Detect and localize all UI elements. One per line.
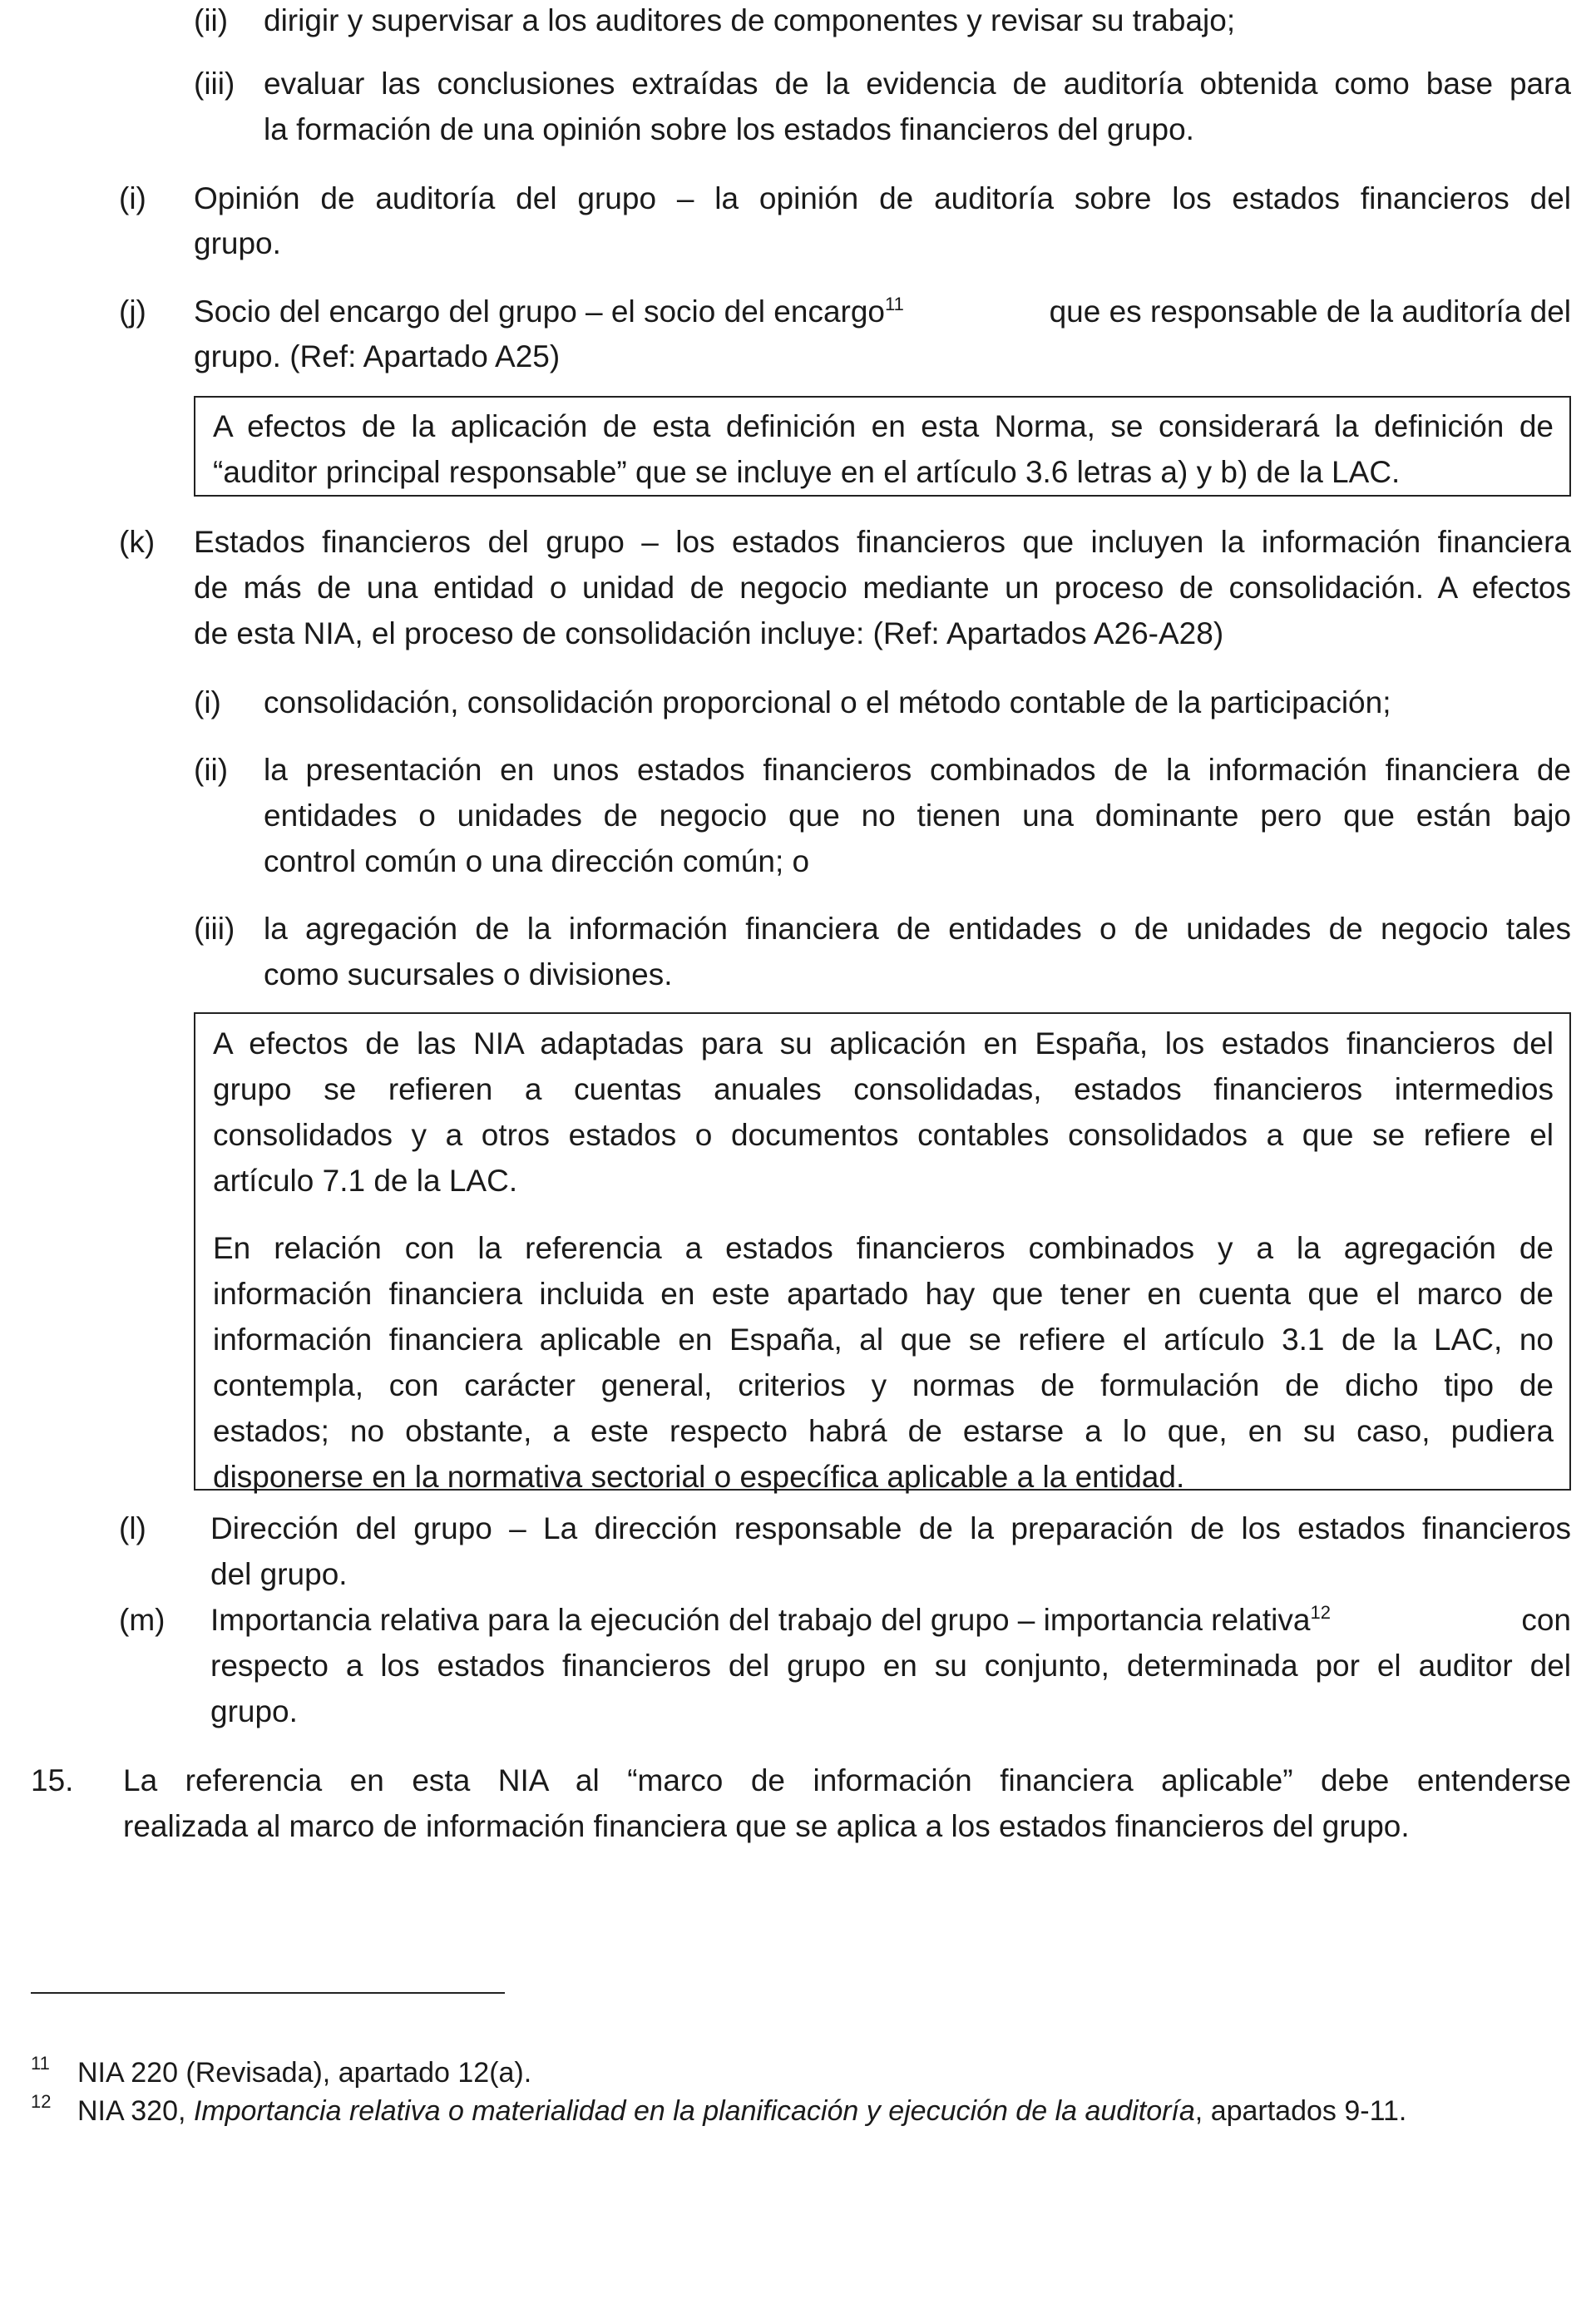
sub-item-text: control común o una dirección común; o [264, 844, 810, 878]
item-text-part: que es responsable de la auditoría del [1049, 294, 1571, 329]
note-box-text: información financiera incluida en este apartado hay que tener en cuenta que el marco de [213, 1277, 1554, 1311]
sub-item-label: (ii) [194, 3, 229, 37]
sub-item-label: (i) [194, 685, 221, 719]
item-text: Opinión de auditoría del grupo – la opinión de auditoría sobre los estados financieros del [194, 181, 1571, 215]
item-text: de más de una entidad o unidad de negocio mediante un proceso de consolidación. A efectos [194, 571, 1571, 605]
item-text [210, 1599, 1571, 1643]
footnote-title: Importancia relativa o materialidad en la planificación y ejecución de la auditoría [193, 2095, 1195, 2127]
item-text-segment: Socio del encargo del grupo – el socio del encargo [194, 294, 886, 329]
sub-item-text: la presentación en unos estados financieros combinados de la información financiera de [264, 753, 1571, 787]
item-label: (k) [119, 525, 156, 559]
footnote-number: 12 [31, 2091, 52, 2112]
note-box-text: disponerse en la normativa sectorial o específica aplicable a la entidad. [213, 1460, 1185, 1494]
sub-item-text: evaluar las conclusiones extraídas de la evidencia de auditoría obtenida como base para [264, 67, 1571, 101]
item-text: del grupo. [210, 1557, 348, 1591]
sub-item-label: (iii) [194, 912, 235, 946]
sub-item-text: la formación de una opinión sobre los estados financieros del grupo. [264, 112, 1194, 146]
sub-item-label: (iii) [194, 67, 235, 101]
item-text: grupo. (Ref: Apartado A25) [194, 339, 561, 373]
note-box-text: consolidados y a otros estados o documentos contables consolidados a que se refiere el [213, 1118, 1554, 1152]
item-text: respecto a los estados financieros del grupo en su conjunto, determinada por el auditor del [210, 1649, 1571, 1683]
item-text: Estados financieros del grupo – los estados financieros que incluyen la información financiera [194, 525, 1571, 559]
item-text: grupo. [194, 226, 281, 260]
sub-item-label: (ii) [194, 753, 229, 787]
item-text: Dirección del grupo – La dirección responsable de la preparación de los estados financieros [210, 1511, 1571, 1545]
footnote-text-segment: NIA 320, [77, 2095, 194, 2127]
sub-item-text: como sucursales o divisiones. [264, 957, 673, 991]
item-text-part: con [1521, 1603, 1571, 1637]
footnote-reference[interactable]: 12 [1310, 1602, 1331, 1623]
paragraph-text: La referencia en esta NIA al “marco de información financiera aplicable” debe entenderse [123, 1763, 1571, 1797]
item-label: (i) [119, 181, 146, 215]
item-label: (j) [119, 294, 146, 329]
note-box-text: información financiera aplicable en España, al que se refiere el artículo 3.1 de la LAC, no [213, 1323, 1554, 1357]
sub-item-text: entidades o unidades de negocio que no tienen una dominante pero que están bajo [264, 799, 1571, 833]
footnote-number: 11 [31, 2053, 50, 2074]
footnote-reference[interactable]: 11 [885, 294, 904, 314]
footnote-text [77, 2093, 1406, 2131]
note-box-text: grupo se refieren a cuentas anuales consolidadas, estados financieros intermedios [213, 1072, 1554, 1106]
footnote-text-segment: , apartados 9-11. [1194, 2095, 1407, 2127]
sub-item-text: dirigir y supervisar a los auditores de componentes y revisar su trabajo; [264, 3, 1236, 37]
note-box-text: “auditor principal responsable” que se incluye en el artículo 3.6 letras a) y b) de la LAC. [213, 455, 1401, 489]
item-text [194, 291, 1571, 334]
footnote-separator [31, 1992, 505, 1994]
item-text: grupo. [210, 1694, 298, 1728]
item-text-segment: Importancia relativa para la ejecución del trabajo del grupo – importancia relativa [210, 1603, 1311, 1637]
note-box-text: A efectos de la aplicación de esta definición en esta Norma, se considerará la definición de [213, 409, 1554, 443]
note-box-text: estados; no obstante, a este respecto habrá de estarse a lo que, en su caso, pudiera [213, 1414, 1554, 1448]
sub-item-text: la agregación de la información financiera de entidades o de unidades de negocio tales [264, 912, 1571, 946]
paragraph-text: realizada al marco de información financiera que se aplica a los estados financieros del grupo. [123, 1809, 1410, 1843]
item-text: de esta NIA, el proceso de consolidación incluye: (Ref: Apartados A26-A28) [194, 616, 1224, 650]
note-box-text: En relación con la referencia a estados financieros combinados y a la agregación de [213, 1231, 1554, 1265]
sub-item-text: consolidación, consolidación proporcional o el método contable de la participación; [264, 685, 1391, 719]
paragraph-number: 15. [31, 1763, 74, 1797]
note-box-text: artículo 7.1 de la LAC. [213, 1164, 518, 1198]
item-label: (m) [119, 1603, 166, 1637]
item-text-part [194, 291, 904, 334]
item-label: (l) [119, 1511, 146, 1545]
note-box-text: A efectos de las NIA adaptadas para su aplicación en España, los estados financieros del [213, 1026, 1554, 1061]
item-text-part [210, 1599, 1331, 1643]
footnote-text: NIA 220 (Revisada), apartado 12(a). [77, 2057, 532, 2089]
note-box-text: contempla, con carácter general, criterios y normas de formulación de dicho tipo de [213, 1368, 1554, 1402]
